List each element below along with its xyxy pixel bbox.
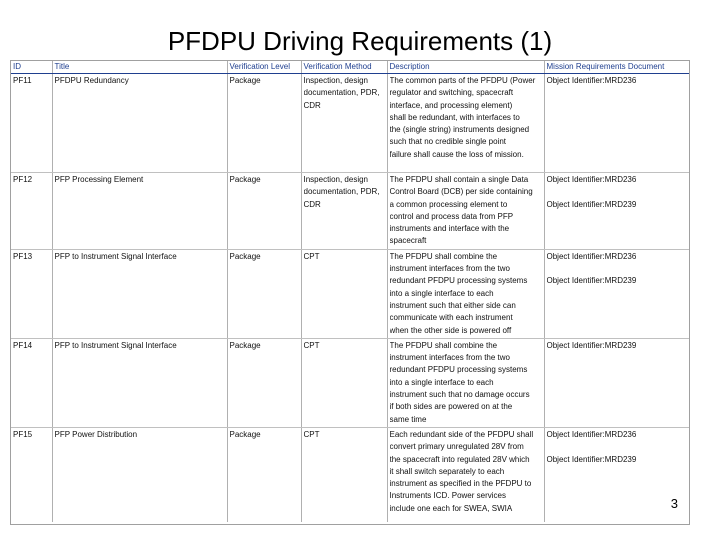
requirement-description-line: instrument interfaces from the two <box>389 264 510 274</box>
slide-title: PFDPU Driving Requirements (1) <box>167 26 553 56</box>
mission-doc-reference-line: Object Identifier:MRD236 <box>546 429 637 439</box>
requirement-description-line: instrument such that either side can <box>389 300 516 310</box>
requirement-id: PF14 <box>11 338 52 427</box>
requirement-id: PF11 <box>11 74 52 173</box>
header-title: Title <box>52 61 227 74</box>
requirement-description-line: into a single interface to each <box>389 288 494 298</box>
mission-doc-reference-line: Object Identifier:MRD239 <box>546 340 637 350</box>
page-number: 3 <box>670 496 678 511</box>
requirements-table-container <box>10 60 690 525</box>
requirement-description-line: the (single string) instruments designed <box>389 125 530 135</box>
mission-doc-reference <box>544 173 689 250</box>
requirement-description-line: Control Board (DCB) per side containing <box>389 187 533 197</box>
table-row <box>11 338 689 427</box>
mission-doc-reference-line: Object Identifier:MRD236 <box>546 251 637 261</box>
requirement-description-line: redundant PFDPU processing systems <box>389 365 528 375</box>
requirement-description-line: interface, and processing element) <box>389 100 513 110</box>
verification-level: Package <box>227 249 301 338</box>
verification-method-line: documentation, PDR, <box>303 187 380 197</box>
verification-method-line: CPT <box>303 429 320 439</box>
requirement-description-line: redundant PFDPU processing systems <box>389 276 528 286</box>
requirement-title: PFP Power Distribution <box>52 427 227 522</box>
header-id: ID <box>11 61 52 74</box>
table-row <box>11 173 689 250</box>
requirement-description-line: regulator and switching, spacecraft <box>389 88 514 98</box>
requirement-description <box>387 427 544 522</box>
mission-doc-reference <box>544 427 689 522</box>
mission-doc-reference <box>544 338 689 427</box>
mission-doc-reference-line: Object Identifier:MRD239 <box>546 199 637 209</box>
requirement-description-line: The common parts of the PFDPU (Power <box>389 76 536 85</box>
mission-doc-reference-line: Object Identifier:MRD236 <box>546 76 637 85</box>
table-header-row <box>11 61 689 74</box>
requirement-description <box>387 338 544 427</box>
requirement-description-line: into a single interface to each <box>389 377 494 387</box>
header-mission-doc: Mission Requirements Document <box>544 61 689 74</box>
requirement-description-line: The PFDPU shall combine the <box>389 340 498 350</box>
requirement-description-line: if both sides are powered on at the <box>389 402 513 412</box>
requirement-id: PF15 <box>13 429 33 439</box>
table-row <box>11 427 689 522</box>
verification-method <box>301 338 387 427</box>
requirement-description <box>387 249 544 338</box>
requirement-description-line: when the other side is powered off <box>389 325 512 335</box>
requirement-title: PFP Processing Element <box>52 173 227 250</box>
verification-level: Package <box>227 338 301 427</box>
header-verification-level: Verification Level <box>227 61 301 74</box>
verification-method <box>301 74 387 173</box>
requirement-description-line: it shall switch separately to each <box>389 466 505 476</box>
requirement-description-line: instrument such that no damage occurs <box>389 390 530 400</box>
mission-doc-reference-line: Object Identifier:MRD239 <box>546 454 637 464</box>
verification-method-line: documentation, PDR, <box>303 88 380 98</box>
requirements-table <box>11 61 689 522</box>
verification-method <box>301 427 387 522</box>
requirement-id: PF12 <box>11 173 52 250</box>
verification-method-line: CDR <box>303 199 321 209</box>
header-description: Description <box>387 61 544 74</box>
requirement-description-line: a common processing element to <box>389 199 508 209</box>
requirement-description-line: The PFDPU shall combine the <box>389 251 498 261</box>
requirement-description-line: The PFDPU shall contain a single Data <box>389 175 529 184</box>
verification-method-line: CDR <box>303 100 321 110</box>
requirement-description-line: Each redundant side of the PFDPU shall <box>389 429 534 439</box>
table-row <box>11 74 689 173</box>
verification-method-line: CPT <box>303 251 320 261</box>
mission-doc-reference <box>544 249 689 338</box>
requirement-description-line: spacecraft <box>389 236 427 246</box>
requirement-description-line: shall be redundant, with interfaces to <box>389 112 520 122</box>
requirement-description <box>387 74 544 173</box>
requirement-description-line: instruments and interface with the <box>389 224 510 234</box>
requirement-title: PFDPU Redundancy <box>52 74 227 173</box>
table-row <box>11 249 689 338</box>
verification-level: Package <box>227 74 301 173</box>
mission-doc-reference-line: Object Identifier:MRD236 <box>546 175 637 184</box>
requirement-description-line: failure shall cause the loss of mission. <box>389 149 524 159</box>
verification-level: Package <box>227 427 301 522</box>
verification-method-line: Inspection, design <box>303 76 368 85</box>
verification-method-line: Inspection, design <box>303 175 368 184</box>
requirement-description-line: such that no credible single point <box>389 137 507 147</box>
requirement-description-line: same time <box>389 414 427 424</box>
verification-method <box>301 249 387 338</box>
mission-doc-reference-line <box>547 263 688 275</box>
mission-doc-reference-line: Object Identifier:MRD239 <box>546 276 637 286</box>
requirement-title: PFP to Instrument Signal Interface <box>52 338 227 427</box>
mission-doc-reference <box>544 74 689 173</box>
requirement-id: PF13 <box>11 249 52 338</box>
header-verification-method: Verification Method <box>301 61 387 74</box>
requirement-title: PFP to Instrument Signal Interface <box>52 249 227 338</box>
requirement-description-line: communicate with each instrument <box>389 313 513 323</box>
requirement-description-line: the spacecraft into regulated 28V which <box>389 454 530 464</box>
requirement-description-line: instrument as specified in the PFDPU to <box>389 479 532 489</box>
requirement-description-line: include one each for SWEA, SWIA <box>389 503 513 513</box>
requirement-description-line: convert primary unregulated 28V from <box>389 442 524 452</box>
requirement-description-line: Instruments ICD. Power services <box>389 491 506 501</box>
mission-doc-reference-line <box>547 441 688 453</box>
verification-method <box>301 173 387 250</box>
verification-level: Package <box>227 173 301 250</box>
requirement-description-line: control and process data from PFP <box>389 211 514 221</box>
table-body <box>11 74 689 523</box>
mission-doc-reference-line <box>547 186 688 198</box>
requirement-description-line: instrument interfaces from the two <box>389 353 510 363</box>
requirement-description <box>387 173 544 250</box>
verification-method-line: CPT <box>303 340 320 350</box>
